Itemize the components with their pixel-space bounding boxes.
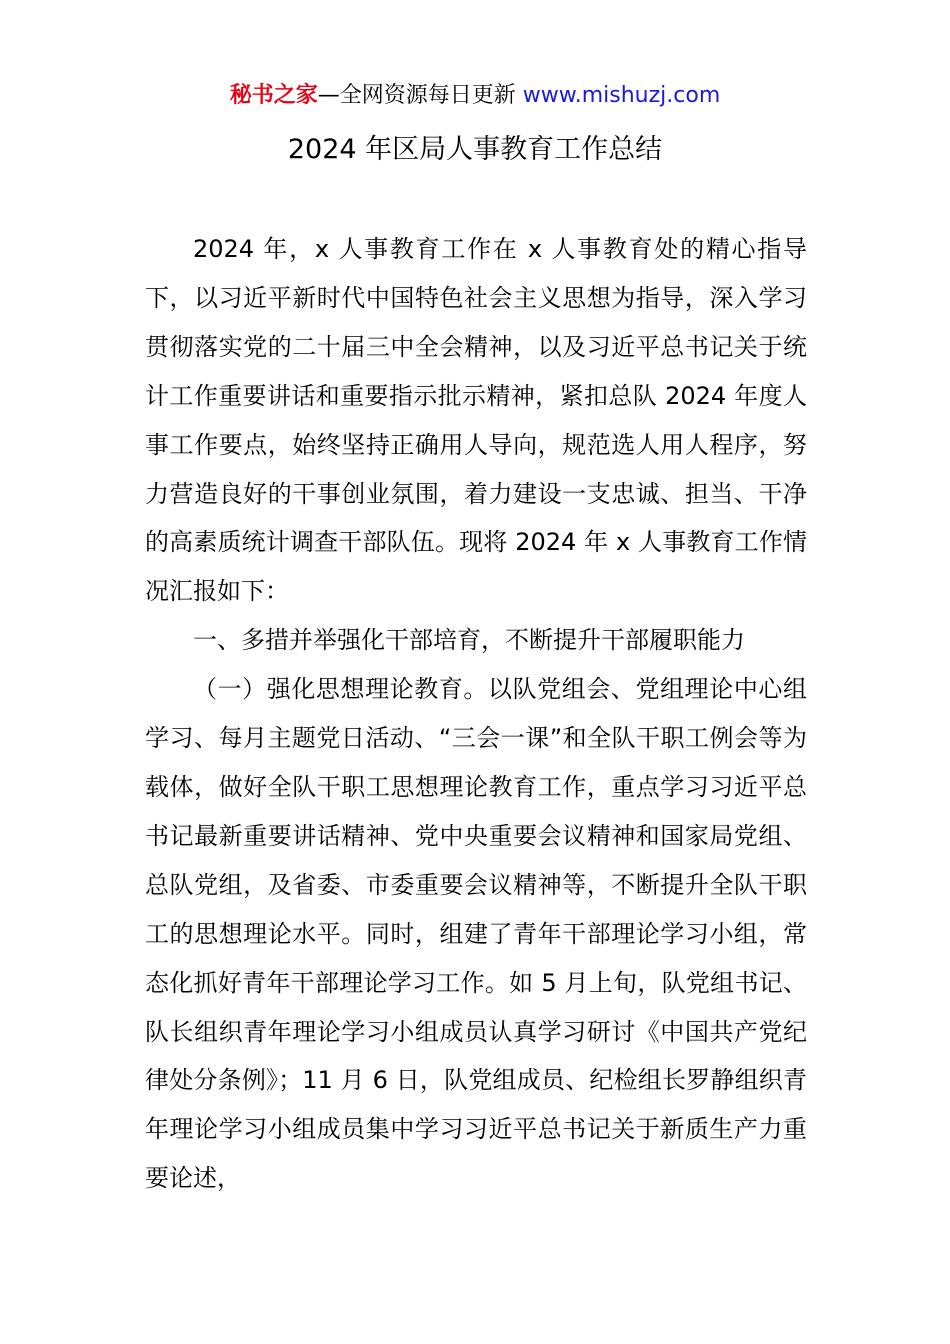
subsection-paragraph-1: （一）强化思想理论教育。以队党组会、党组理论中心组学习、每月主题党日活动、“三会一课”和全队干职工例会等为载体，做好全队干职工思想理论教育工作，重点学习习近平总书记最新重要讲话精神、党中央重要会议精神和国家局党组、总队党组，及省委、市委重要会议精神等，不断提升全队干职工的思想理论水平。同时，组建了青年干部理论学习小组，常态化抓好青年干部理论学习工作。如 5 月上旬，队党组书记、队长组织青年理论学习小组成员认真学习研讨《中国共产党纪律处分条例》；11 月 6 日，队党组成员、纪检组长罗静组织青年理论学习小组成员集中学习习近平总书记关于新质生产力重要论述， <box>145 675 807 1193</box>
document-title: 2024 年区局人事教育工作总结 <box>287 134 663 165</box>
intro-paragraph: 2024 年，x 人事教育工作在 x 人事教育处的精心指导下，以习近平新时代中国特色社会主义思想为指导，深入学习贯彻落实党的二十届三中全会精神，以及习近平总书记关于统计工作重要讲话和重要指示批示精神，紧扣总队 2024 年度人事工作要点，始终坚持正确用人导向，规范选人用人程序，努力营造良好的干事创业氛围，着力建设一支忠诚、担当、干净的高素质统计调查干部队伍。现将 2024 年 x 人事教育工作情况汇报如下： <box>145 235 807 606</box>
site-url-link[interactable]: www.mishuzj.com <box>522 83 721 108</box>
section-heading-1: 一、多措并举强化干部培育，不断提升干部履职能力 <box>193 626 745 655</box>
document-body <box>145 225 807 1203</box>
site-tagline: —全网资源每日更新 <box>317 83 523 108</box>
site-header-banner <box>0 80 950 112</box>
brand-name: 秘书之家 <box>229 83 318 108</box>
